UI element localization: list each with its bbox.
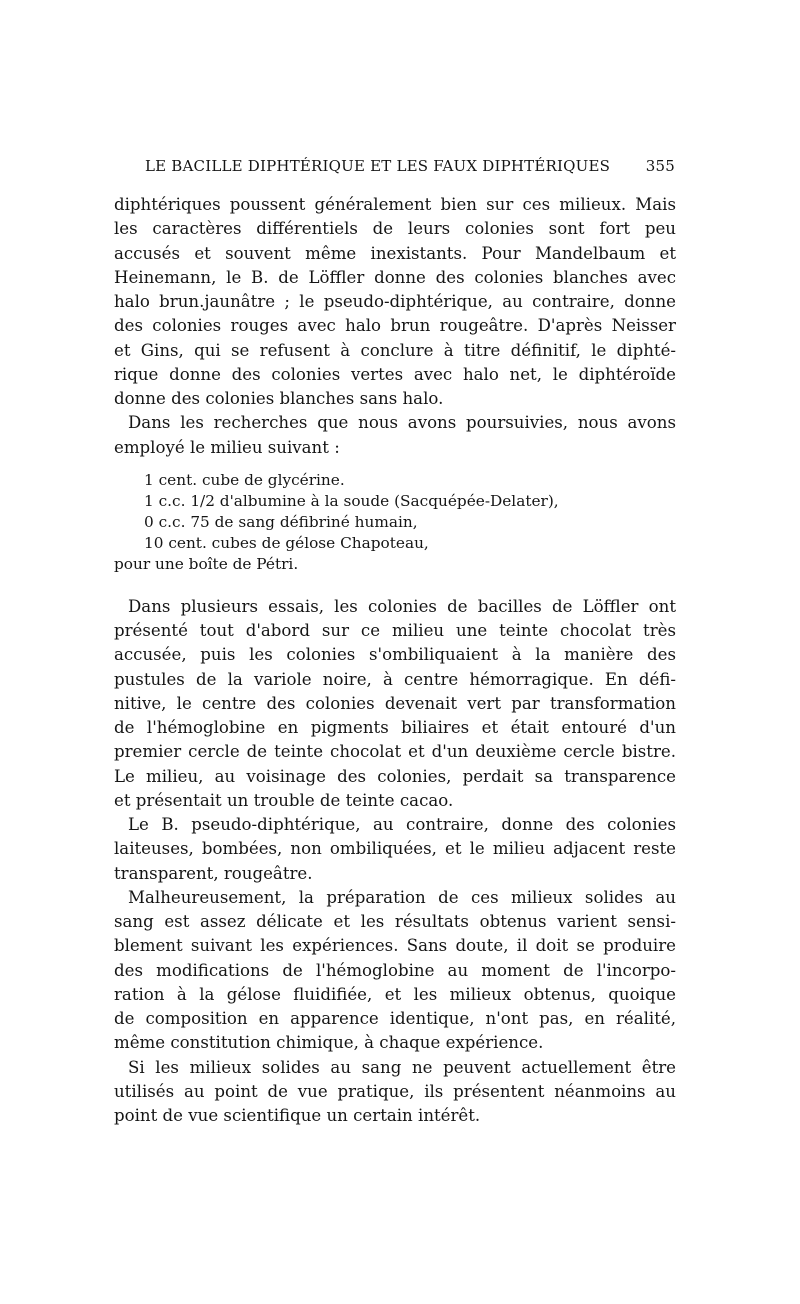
paragraph-6 [114, 1056, 676, 1129]
text-line: halo brun.jaunâtre ; le pseudo-diphtérique, au contraire, donne [114, 292, 676, 311]
text-line: accusée, puis les colonies s'ombiliquaient à la manière des [114, 645, 676, 665]
text-line: de composition en apparence identique, n'ont pas, en réalité, [114, 1009, 676, 1028]
text-line: Dans plusieurs essais, les colonies de bacilles de Löffler ont [128, 596, 676, 616]
text-line: premier cercle de teinte chocolat et d'un deuxième cercle bistre. [114, 742, 676, 762]
text-line: nitive, le centre des colonies devenait vert par transformation [114, 693, 676, 713]
text-line: point de vue scientifique un certain intérêt. [114, 1106, 481, 1125]
text-line: rique donne des colonies vertes avec halo net, le diphtéroïde [114, 364, 676, 384]
text-line: des modifications de l'hémoglobine au moment de l'incorpo- [114, 960, 676, 980]
text-line: ration à la gélose fluidifiée, et les milieux obtenus, quoique [114, 984, 676, 1004]
paragraph-4 [114, 813, 676, 886]
paragraph-1 [114, 193, 676, 411]
paragraph-2 [114, 411, 676, 460]
text-line: utilisés au point de vue pratique, ils présentent néanmoins au [114, 1081, 676, 1101]
text-line: pustules de la variole noire, à centre hémorragique. En défi- [114, 669, 676, 689]
text-line: Le milieu, au voisinage des colonies, perdait sa transparence [114, 766, 676, 786]
text-line: Le B. pseudo-diphtérique, au contraire, donne des colonies [128, 815, 676, 834]
formula-item: 0 c.c. 75 de sang défibriné humain, [144, 512, 418, 531]
running-header [145, 157, 675, 181]
text-line: même constitution chimique, à chaque expérience. [114, 1033, 544, 1053]
running-title: LE BACILLE DIPHTÉRIQUE ET LES FAUX DIPHTÉRIQUES [145, 157, 611, 175]
text-line: les caractères différentiels de leurs colonies sont fort peu [114, 219, 676, 239]
text-line: transparent, rougeâtre. [114, 863, 313, 883]
text-line: laiteuses, bombées, non ombiliquées, et le milieu adjacent reste [114, 839, 676, 859]
formula-item: 1 c.c. 1/2 d'albumine à la soude (Sacquépée-Delater), [144, 491, 559, 510]
text-line: Malheureusement, la préparation de ces milieux solides au [128, 887, 676, 907]
body-text [114, 193, 676, 1128]
text-line: Heinemann, le B. de Löffler donne des colonies blanches avec [114, 267, 676, 287]
paragraph-3 [114, 595, 676, 813]
text-line: employé le milieu suivant : [114, 437, 340, 457]
page-number: 355 [645, 157, 675, 175]
text-line: blement suivant les expériences. Sans doute, il doit se produire [114, 936, 676, 956]
paragraph-5 [114, 886, 676, 1056]
text-line: et Gins, qui se refusent à conclure à titre définitif, le diphté- [114, 340, 676, 360]
text-line: donne des colonies blanches sans halo. [114, 389, 444, 408]
text-line: des colonies rouges avec halo brun rougeâtre. D'après Neisser [114, 316, 676, 336]
formula-item: 1 cent. cube de glycérine. [144, 470, 345, 489]
text-line: et présentait un trouble de teinte cacao. [114, 790, 454, 810]
text-line: sang est assez délicate et les résultats obtenus varient sensi- [114, 912, 676, 931]
text-line: de l'hémoglobine en pigments biliaires et était entouré d'un [114, 718, 676, 737]
text-line: Si les milieux solides au sang ne peuvent actuellement être [128, 1057, 676, 1077]
text-line: accusés et souvent même inexistants. Pour Mandelbaum et [114, 243, 676, 263]
recipe-formula [114, 470, 676, 575]
spacer [114, 575, 676, 595]
text-line: diphtériques poussent généralement bien sur ces milieux. Mais [114, 195, 676, 214]
formula-footer: pour une boîte de Pétri. [114, 554, 299, 573]
formula-item: 10 cent. cubes de gélose Chapoteau, [144, 533, 429, 552]
text-line: présenté tout d'abord sur ce milieu une teinte chocolat très [114, 621, 676, 640]
text-line: Dans les recherches que nous avons poursuivies, nous avons [128, 413, 676, 433]
